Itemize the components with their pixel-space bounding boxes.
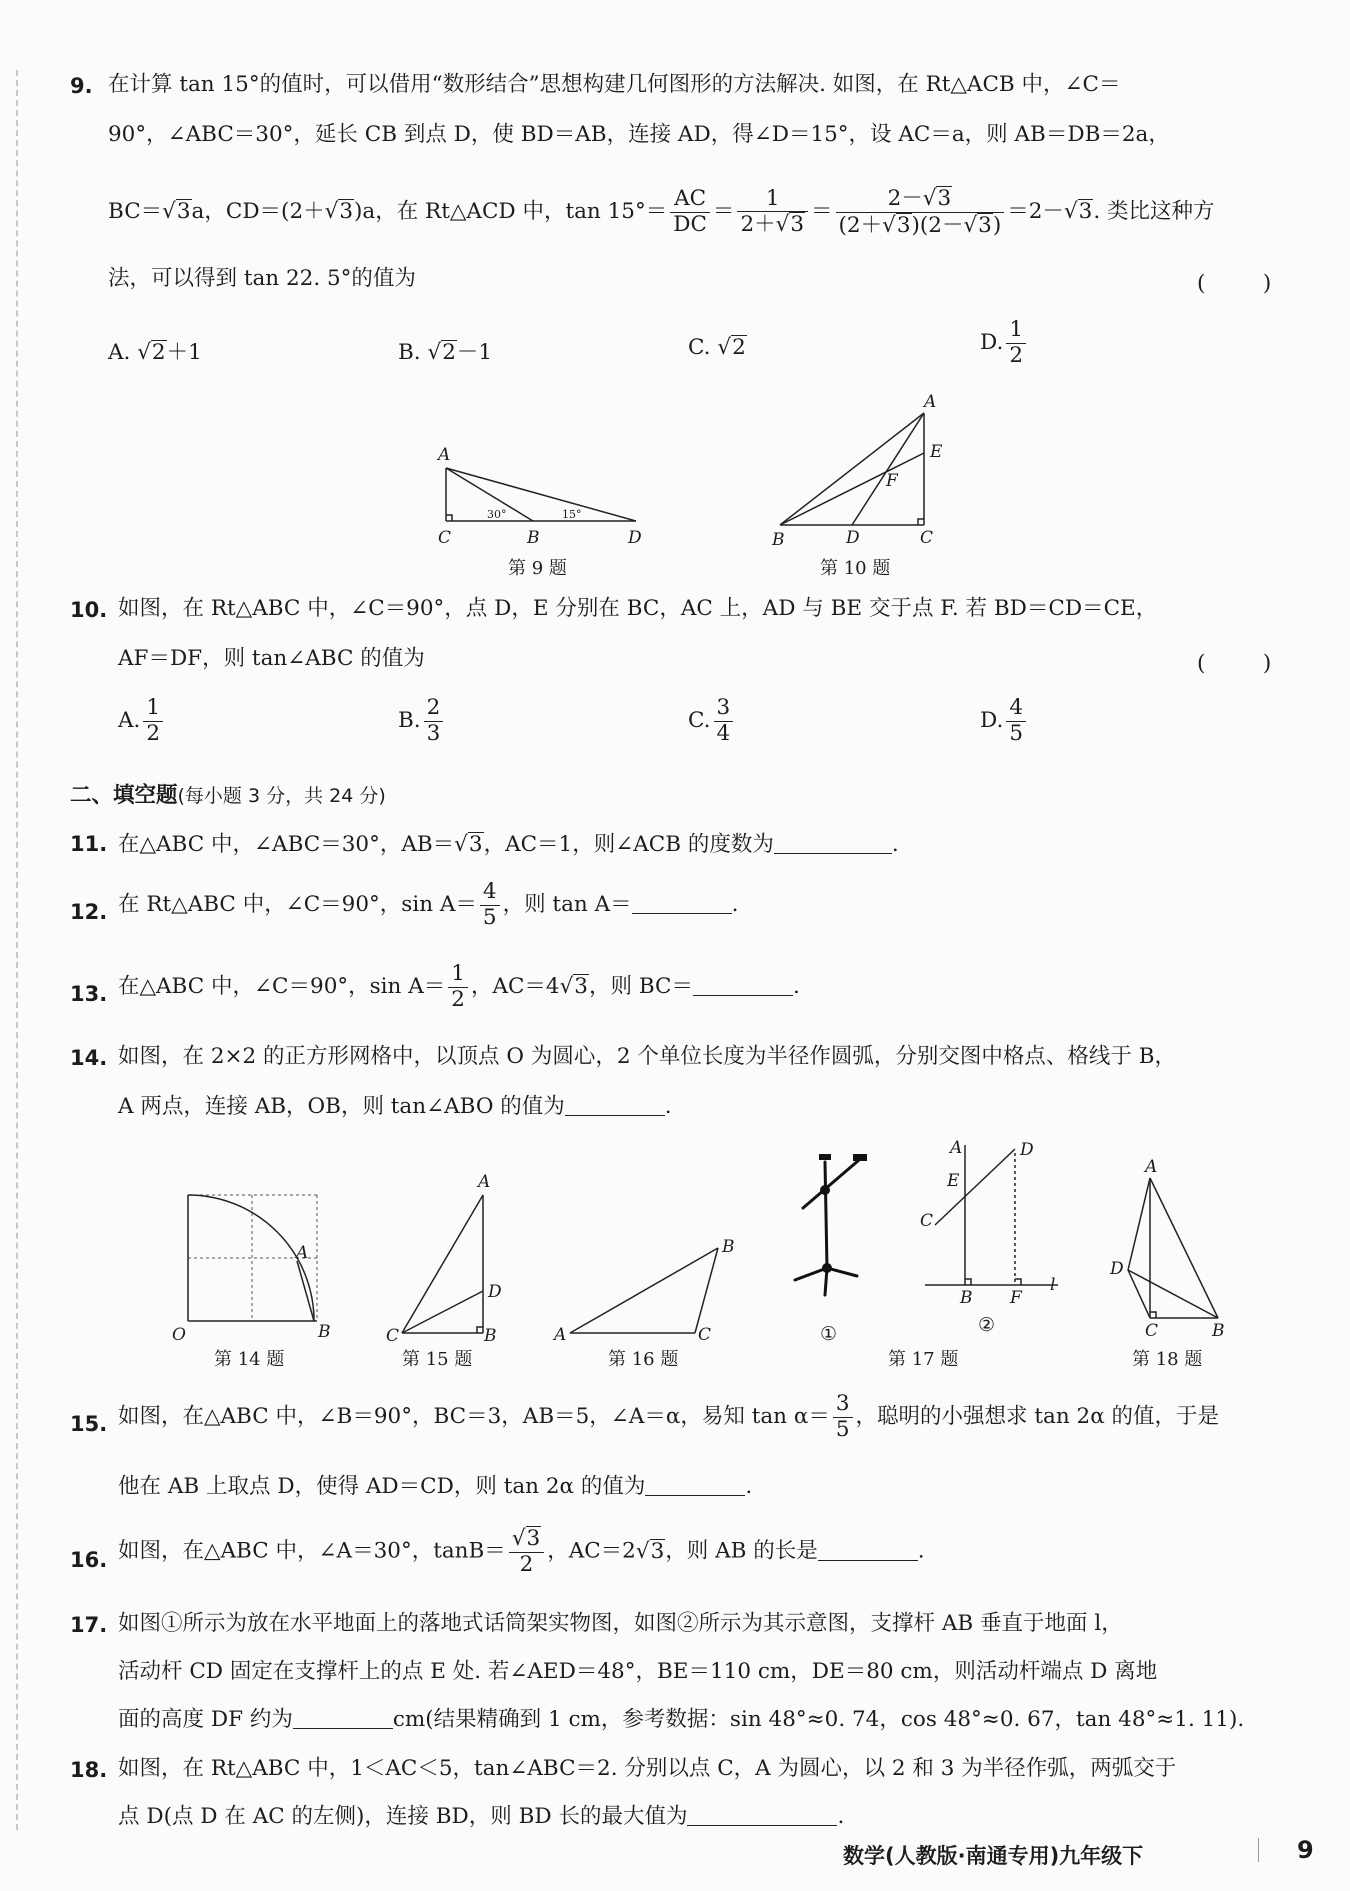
q9-line-2: 90°，∠ABC＝30°，延长 CB 到点 D，使 BD＝AB，连接 AD，得∠D＝15°，设 AC＝a，则 AB＝DB＝2a， [108,122,1170,147]
option-c: C. $\frac{3}{4}$ [688,696,736,746]
q9-line-1: 在计算 tan 15°的值时，可以借用“数形结合”思想构建几何图形的方法解决. 如图，在 Rt△ACB 中，∠C＝ [108,72,1121,97]
label-b: B [722,1237,735,1257]
q18-line-2: 点 D(点 D 在 AC 的左侧)，连接 BD，则 BD 长的最大值为 . [118,1804,845,1829]
question-number: 16. [70,1548,108,1572]
question-number: 15. [70,1412,108,1436]
q11-text: 在△ABC 中，∠ABC＝30°，AB＝√3，AC＝1，则∠ACB 的度数为 . [118,832,899,857]
caption-fig-9: 第 9 题 [508,558,567,579]
q9-line-3: BC＝√3a，CD＝(2＋√3)a，在 Rt△ACD 中，tan 15°＝ $\frac{AC}{DC}$ ＝ $\frac{1}{2+√3}$ ＝ $\frac{2-√3}{(2+√3)(2-√3)}$ ＝2－√3. 类比这种方 [108,185,1215,238]
q9-line-4: 法，可以得到 tan 22. 5°的值为 [108,266,416,291]
label-a: A [950,1138,963,1158]
q18-line-1: 如图，在 Rt△ABC 中，1＜AC＜5，tan∠ABC＝2. 分别以点 C，A 为圆心，以 2 和 3 为半径作弧，两弧交于 [118,1756,1177,1781]
caption-fig-14: 第 14 题 [214,1349,285,1370]
q16-text: 如图，在△ABC 中，∠A＝30°，tanB＝ $\frac{√3}{2}$ ，AC＝2√3，则 AB 的长是 . [118,1526,925,1577]
q17-line-1: 如图①所示为放在水平地面上的落地式话筒架实物图，如图②所示为其示意图，支撑杆 AB 垂直于地面 l， [118,1611,1123,1636]
figure-17-diagram [920,1135,1070,1335]
q17-line-3: 面的高度 DF 约为 cm(结果精确到 1 cm，参考数据：sin 48°≈0. 74，cos 48°≈0. 67，tan 48°≈1. 11). [118,1707,1245,1732]
answer-blank [818,1542,918,1561]
binding-margin [16,70,18,1830]
label-c: C [438,528,452,548]
label-e: E [930,442,943,462]
answer-blank [774,835,892,854]
label-c: C [920,528,934,548]
answer-blank [565,1097,665,1116]
figure-15 [378,1172,508,1346]
q14-line-1: 如图，在 2×2 的正方形网格中，以顶点 O 为圆心，2 个单位长度为半径作圆弧，分别交图中格点、格线于 B， [118,1044,1176,1069]
figure-16 [550,1230,750,1345]
answer-blank [693,977,793,996]
label-a: A [924,392,937,412]
q13-text: 在△ABC 中，∠C＝90°，sin A＝ $\frac{1}{2}$ ，AC＝4√3，则 BC＝ . [118,961,800,1012]
marker-1: ① [820,1323,838,1345]
question-number: 10. [70,598,108,622]
label-b: B [318,1322,331,1342]
option-a: A. $\frac{1}{2}$ [118,696,166,746]
answer-blank [645,1477,745,1496]
option-d: D. $\frac{1}{2}$ [980,318,1029,368]
angle-15: 15° [562,508,582,521]
figure-17-photo [775,1150,895,1350]
footer-book-title: 数学(人教版·南通专用)九年级下 [843,1844,1144,1868]
question-number: 14. [70,1046,108,1070]
option-b: B. $\frac{2}{3}$ [398,696,446,746]
q15-line-2: 他在 AB 上取点 D，使得 AD＝CD，则 tan 2α 的值为 . [118,1474,753,1499]
label-c: C [698,1325,712,1345]
caption-fig-17: 第 17 题 [888,1349,959,1370]
label-b: B [527,528,540,548]
caption-fig-10: 第 10 题 [820,558,891,579]
option-c: C. √2 [688,335,746,360]
label-e: E [947,1171,960,1191]
label-f: F [886,471,898,491]
q10-line-2: AF＝DF，则 tan∠ABC 的值为 [118,646,425,671]
label-a: A [296,1243,309,1263]
fraction: $\frac{AC}{DC}$ [670,187,710,237]
label-d: D [1110,1259,1124,1279]
footer-divider [1258,1838,1259,1862]
section-heading: 二、填空题(每小题 3 分，共 24 分) [70,783,386,808]
answer-paren: ( ) [1197,271,1290,296]
marker-2: ② [978,1314,996,1336]
question-number: 18. [70,1758,108,1782]
label-d: D [488,1282,502,1302]
question-number: 11. [70,832,108,856]
label-c: C [920,1211,934,1231]
caption-fig-18: 第 18 题 [1132,1349,1203,1370]
label-b: B [960,1288,973,1308]
page-number: 9 [1297,1836,1314,1864]
label-d: D [846,528,860,548]
figure-14 [170,1183,350,1353]
label-c: C [1145,1321,1159,1341]
caption-fig-16: 第 16 题 [608,1349,679,1370]
option-a: A. √2＋1 [108,340,202,365]
answer-blank [687,1807,837,1826]
label-o: O [172,1325,186,1345]
fraction: $\frac{2-√3}{(2+√3)(2-√3)}$ [836,186,1005,238]
q14-line-2: A 两点，连接 AB，OB，则 tan∠ABO 的值为 . [118,1094,672,1119]
label-b: B [484,1326,497,1346]
angle-30: 30° [487,508,507,521]
question-number: 9. [70,74,93,98]
label-c: C [386,1326,400,1346]
label-l: l [1050,1275,1056,1295]
label-b: B [772,530,785,550]
answer-paren: ( ) [1197,651,1290,676]
label-a: A [438,445,451,465]
figure-9 [430,445,650,548]
label-f: F [1010,1288,1022,1308]
label-a: A [554,1325,567,1345]
label-b: B [1212,1321,1225,1341]
option-d: D. $\frac{4}{5}$ [980,696,1029,746]
question-number: 17. [70,1613,108,1637]
question-number: 12. [70,900,108,924]
q10-line-1: 如图，在 Rt△ABC 中，∠C＝90°，点 D，E 分别在 BC，AC 上，AD 与 BE 交于点 F. 若 BD＝CD＝CE， [118,596,1158,621]
q17-line-2: 活动杆 CD 固定在支撑杆上的点 E 处. 若∠AED＝48°，BE＝110 cm，DE＝80 cm，则活动杆端点 D 离地 [118,1659,1158,1684]
caption-fig-15: 第 15 题 [402,1349,473,1370]
label-d: D [628,528,642,548]
label-a: A [1145,1157,1158,1177]
question-number: 13. [70,982,108,1006]
answer-blank [632,895,732,914]
option-b: B. √2－1 [398,340,493,365]
figure-10 [760,392,960,555]
figure-18 [1100,1157,1240,1341]
label-d: D [1020,1140,1034,1160]
label-a: A [478,1172,491,1192]
q15-line-1: 如图，在△ABC 中，∠B＝90°，BC＝3，AB＝5，∠A＝α，易知 tan α＝ $\frac{3}{5}$ ，聪明的小强想求 tan 2α 的值，于是 [118,1391,1220,1442]
q12-text: 在 Rt△ABC 中，∠C＝90°，sin A＝ $\frac{4}{5}$ ，则 tan A＝ . [118,879,739,930]
fraction: $\frac{1}{2+√3}$ [737,187,808,238]
answer-blank [293,1710,393,1729]
